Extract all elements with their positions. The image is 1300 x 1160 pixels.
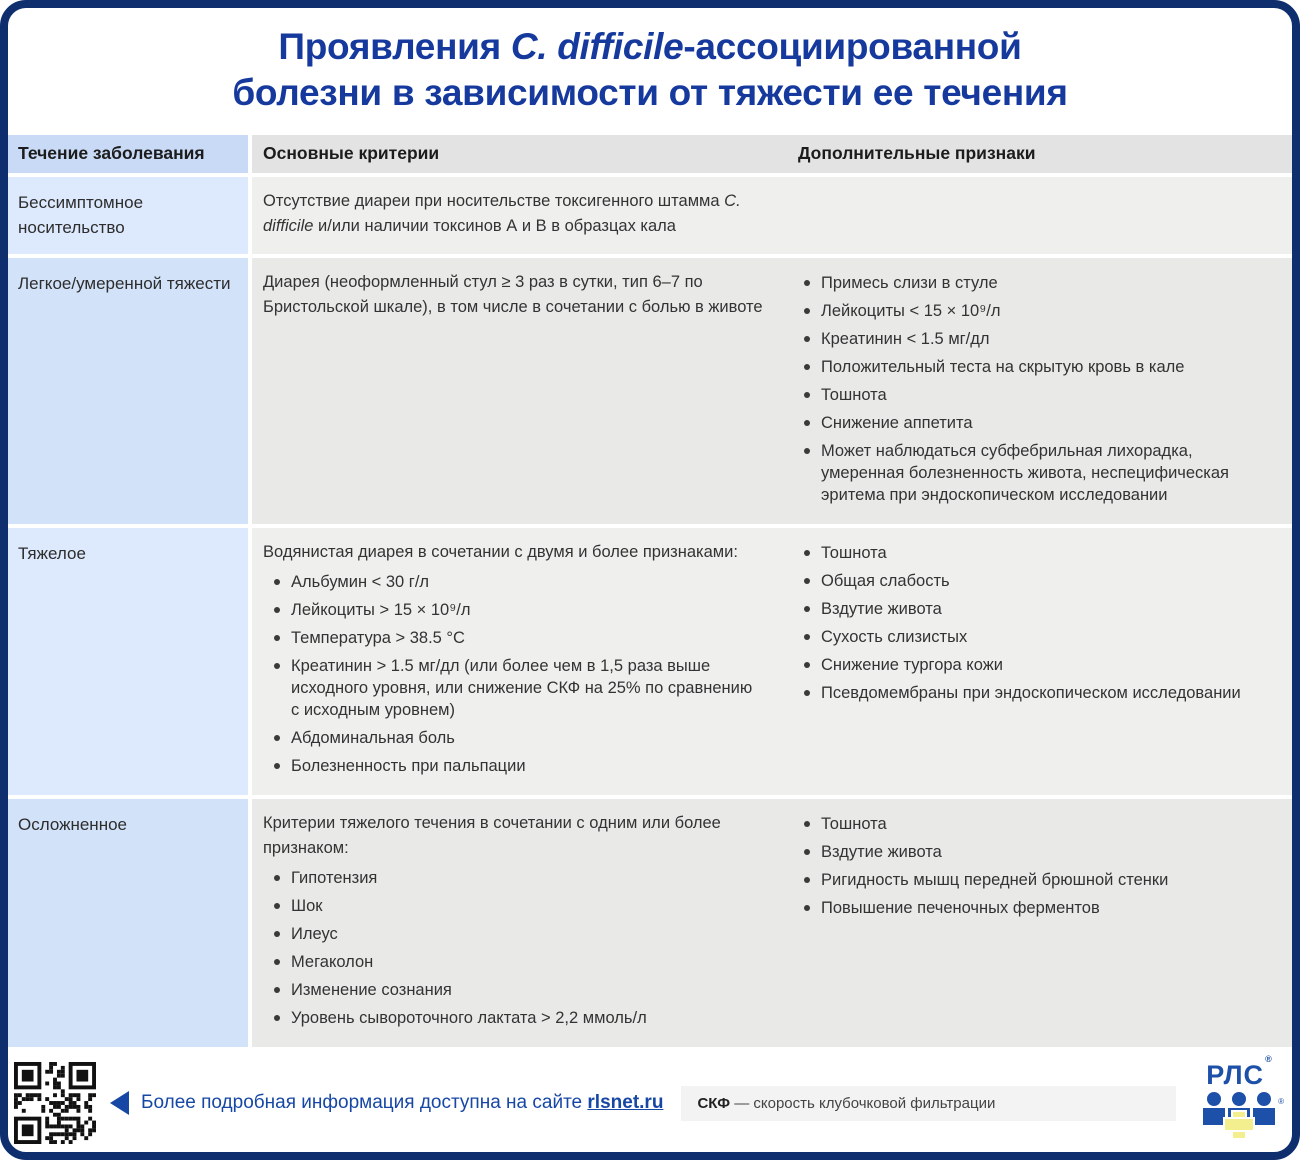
footnote-abbr: СКФ <box>697 1094 731 1112</box>
severity-table <box>8 129 1292 1047</box>
bullet-item: Снижение тургора кожи <box>795 654 1268 676</box>
table-row <box>8 177 1292 254</box>
registered-mark: ® <box>1265 1054 1273 1064</box>
bullet-item: Гипотензия <box>265 867 765 889</box>
footnote <box>681 1086 1176 1121</box>
table-row <box>8 799 1292 1047</box>
criteria-cell <box>252 177 787 254</box>
signs-cell <box>787 528 1292 795</box>
bullet-item: Абдоминальная боль <box>265 727 765 749</box>
bullet-item: Креатинин > 1.5 мг/дл (или более чем в 1,5 раза выше исходного уровня, или снижение СКФ на 25% по сравнению с исходным уровнем) <box>265 655 765 721</box>
course-cell: Бессимптомное носительство <box>8 177 248 254</box>
bullet-item: Лейкоциты > 15 × 10⁹/л <box>265 599 765 621</box>
signs-cell <box>787 258 1292 524</box>
criteria-intro: Диарея (неоформленный стул ≥ 3 раз в сутки, тип 6–7 по Бристольской шкале), в том числе в сочетании с болью в животе <box>263 272 763 316</box>
criteria-bullet-list <box>265 571 765 777</box>
bullet-item: Ригидность мышц передней брюшной стенки <box>795 869 1268 891</box>
criteria-cell <box>252 799 787 1047</box>
title-italic-species: C. difficile <box>510 26 684 67</box>
course-cell: Осложненное <box>8 799 248 1047</box>
bullet-item: Илеус <box>265 923 765 945</box>
info-label: Более подробная информация доступна на сайте <box>141 1092 588 1113</box>
bullet-item: Шок <box>265 895 765 917</box>
table-body <box>8 177 1292 1047</box>
signs-bullet-list <box>795 542 1268 704</box>
footnote-text: — скорость клубочковой фильтрации <box>730 1094 996 1112</box>
bullet-item: Примесь слизи в стуле <box>795 272 1268 294</box>
signs-bullet-list <box>795 813 1268 919</box>
page-title <box>8 8 1292 129</box>
criteria-cell <box>252 528 787 795</box>
criteria-intro: Отсутствие диареи при носительстве токсигенного штамма C. difficile и/или наличии токсинов А и В в образцах кала <box>263 191 741 235</box>
header-criteria: Основные критерии <box>263 143 440 163</box>
bullet-item: Тошнота <box>795 384 1268 406</box>
criteria-intro: Критерии тяжелого течения в сочетании с одним или более признаком: <box>263 813 721 857</box>
bullet-item: Болезненность при пальпации <box>265 755 765 777</box>
row-body <box>252 799 1292 1047</box>
bullet-item: Положительный теста на скрытую кровь в кале <box>795 356 1268 378</box>
registered-mark: ® <box>1278 1097 1284 1106</box>
bullet-item: Снижение аппетита <box>795 412 1268 434</box>
criteria-cell <box>252 258 787 524</box>
signs-bullet-list <box>795 272 1268 506</box>
arrow-left-icon <box>110 1091 129 1115</box>
bullet-item: Уровень сывороточного лактата > 2,2 ммоль/л <box>265 1007 765 1029</box>
bullet-item: Тошнота <box>795 813 1268 835</box>
row-body <box>252 528 1292 795</box>
signs-cell <box>787 177 1292 254</box>
criteria-intro: Водянистая диарея в сочетании с двумя и более признаками: <box>263 542 738 561</box>
bullet-item: Альбумин < 30 г/л <box>265 571 765 593</box>
bullet-item: Может наблюдаться субфебрильная лихорадка, умеренная болезненность живота, неспецифическая эритема при эндоскопическом исследовании <box>795 440 1268 506</box>
bullet-item: Общая слабость <box>795 570 1268 592</box>
header-signs: Дополнительные признаки <box>798 143 1036 163</box>
rls-logo-text: РЛС® <box>1206 1054 1273 1090</box>
table-row <box>8 528 1292 795</box>
table-header-row <box>8 135 1292 173</box>
rls-logo <box>1196 1054 1284 1144</box>
bullet-item: Креатинин < 1.5 мг/дл <box>795 328 1268 350</box>
footer <box>8 1052 1292 1152</box>
header-course: Течение заболевания <box>8 135 248 173</box>
rls-people-icon <box>1202 1091 1284 1144</box>
bullet-item: Вздутие живота <box>795 598 1268 620</box>
rlsnet-link[interactable]: rlsnet.ru <box>587 1092 664 1113</box>
row-body <box>252 258 1292 524</box>
bullet-item: Псевдомембраны при эндоскопическом исследовании <box>795 682 1268 704</box>
signs-cell <box>787 799 1292 1047</box>
bullet-item: Тошнота <box>795 542 1268 564</box>
info-text <box>141 1092 663 1114</box>
bullet-item: Повышение печеночных ферментов <box>795 897 1268 919</box>
header-body <box>252 135 1292 173</box>
bullet-item: Вздутие живота <box>795 841 1268 863</box>
qr-code-icon <box>14 1062 96 1144</box>
title-part: Проявления <box>278 26 511 67</box>
title-line2: болезни в зависимости от тяжести ее течения <box>232 72 1068 114</box>
row-body <box>252 177 1292 254</box>
title-part: -ассоциированной <box>683 26 1022 67</box>
bullet-item: Температура > 38.5 °C <box>265 627 765 649</box>
bullet-item: Мегаколон <box>265 951 765 973</box>
table-row <box>8 258 1292 524</box>
bullet-item: Изменение сознания <box>265 979 765 1001</box>
bullet-item: Лейкоциты < 15 × 10⁹/л <box>795 300 1268 322</box>
course-cell: Тяжелое <box>8 528 248 795</box>
bullet-item: Сухость слизистых <box>795 626 1268 648</box>
criteria-bullet-list <box>265 867 765 1029</box>
more-info <box>110 1091 663 1115</box>
course-cell: Легкое/умеренной тяжести <box>8 258 248 524</box>
